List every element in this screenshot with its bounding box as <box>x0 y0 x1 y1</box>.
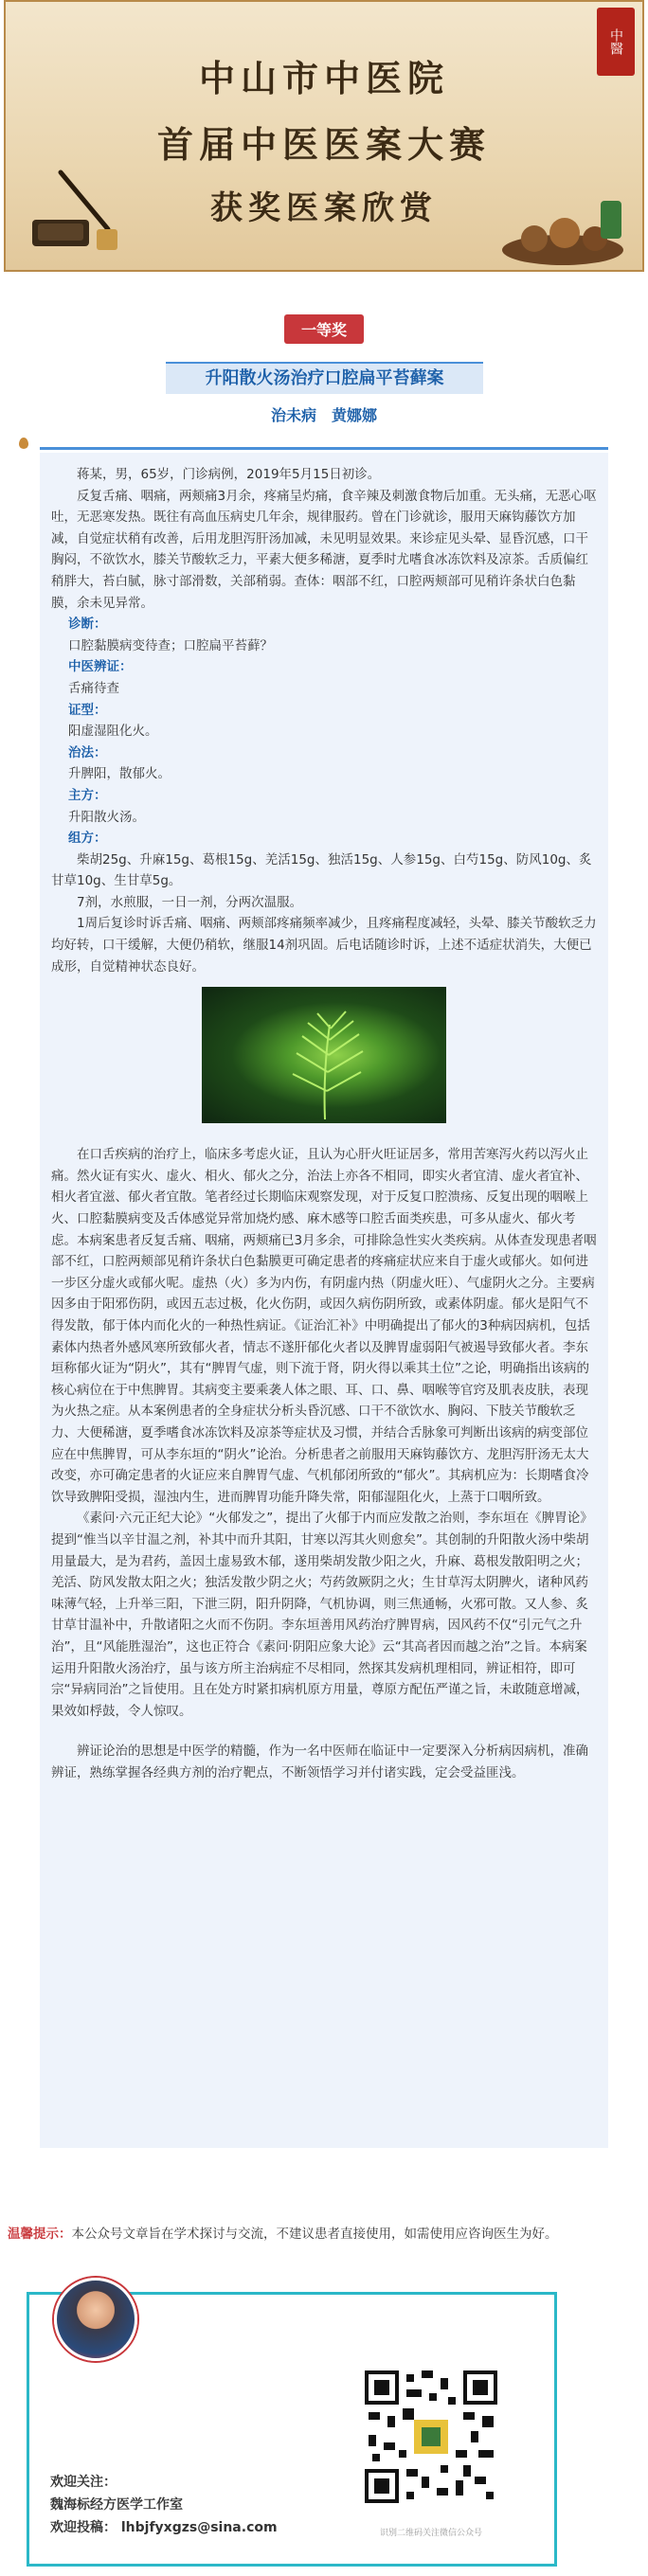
section-diagnosis-value: 口腔黏膜病变待查；口腔扁平苔藓？ <box>68 637 273 653</box>
section-diagnosis-label: 诊断： <box>68 617 107 633</box>
follow-label: 欢迎关注： <box>50 2475 117 2490</box>
case-content <box>40 453 608 2148</box>
discussion-paragraph-1: 在口舌疾病的治疗上，临床多考虑火证，且认为心肝火旺证居多，常用苦寒泻火药以泻火止痛。然火证有实火、虚火、相火、郁火之分，治法上亦各不相同，即实火者宜清、虚火者宜补、相火者宜滋、郁火者宜散。笔者经过长期临床观察发现，对于反复口腔溃疡、反复出现的咽喉上火、口腔黏膜病变及舌体感觉异常加烧灼感、麻木感等口腔舌面类疾患，可多从虚火、郁火考虑。本病案患者反复舌痛、咽痛，两颊痛已3月多余，可排除急性实火类疾病。从体查发现患者咽部不红，口腔两颊部见稍许条状白色黏膜更可确定患者的疼痛症状应来自于虚火或郁火。如何进一步区分虚火或郁火呢。虚热（火）多为内伤，有阴虚内热（阴虚火旺）、气虚阴火之分。主要病因多由于阳邪伤阴，或因五志过极，化火伤阴，或因久病伤阴所致，或素体阴虚。郁火是阳气不得发散，郁于体内而化火的一种热性病证。《证治汇补》中明确提出了郁火的3种病因病机，包括素体内热者外感风寒所致郁火者，情志不遂肝郁化火者以及脾胃虚弱阳气被遏导致郁火者。李东垣称郁火证为“阴火”，其有“脾胃气虚，则下流于肾，阴火得以乘其土位”之论，明确指出该病的核心病位在于中焦脾胃。其病变主要乘袭人体之眼、耳、口、鼻、咽喉等官窍及肌表皮肤，表现为火热之症。从本案例患者的全身症状分析头昏沉感、口干不欲饮水、胸闷、下肢关节酸软乏力、大便稀溏，夏季嗜食冰冻饮料及凉茶等症状及习惯，并结合舌脉象可判断出该病的病变部位应在中焦脾胃，可从李东垣的“阴火”论治。分析患者之前服用天麻钩藤饮方、龙胆泻肝汤无太大改变，亦可确定患者的火证应来自脾胃气虚、气机郁闭所致的“郁火”。其病机应为：长期嗜食冷饮导致脾阳受损，湿浊内生，进而脾胃功能升降失常，阳郁湿阻化火，上蒸于口咽所致。 <box>51 1147 597 1505</box>
herbs-illustration <box>496 191 629 267</box>
award-badge-wrap <box>0 314 648 344</box>
section-composition-label: 组方： <box>68 831 107 847</box>
section-pattern-label: 证型： <box>68 702 107 718</box>
herb-photo <box>202 987 446 1123</box>
award-badge: 一等奖 <box>284 314 364 344</box>
formula-herbs: 柴胡25g、升麻15g、葛根15g、羌活15g、独活15g、人参15g、白芍15g、防风10g、炙甘草10g、生甘草5g。 <box>51 851 592 889</box>
banner-title-subtitle: 获奖医案欣赏 <box>210 189 438 227</box>
pen-inkstone-illustration <box>23 163 127 258</box>
bullet-dot-icon <box>19 438 28 449</box>
section-pattern-value: 阳虚湿阻化火。 <box>68 724 158 740</box>
submit-email[interactable]: lhbjfyxgzs@sina.com <box>120 2520 278 2535</box>
studio-name: 魏海标经方医学工作室 <box>50 2497 183 2513</box>
patient-info: 蒋某，男，65岁，门诊病例，2019年5月15日初诊。 <box>77 467 381 482</box>
follow-up: 1周后复诊时诉舌痛、咽痛、两颊部疼痛频率减少，且疼痛程度减轻，头晕、膝关节酸软乏力均好转，口干缓解，大便仍稍软，继服14剂巩固。后电话随诊时诉，上述不适症状消失，大便已成形，自觉精神状态良好。 <box>51 916 597 975</box>
section-tcm-value: 舌痛待查 <box>68 680 119 696</box>
header-banner <box>4 0 644 272</box>
banner-title-contest: 首届中医医案大赛 <box>156 123 491 166</box>
section-main-formula-value: 升阳散火汤。 <box>68 809 145 825</box>
disclaimer-text: 本公众号文章旨在学术探讨与交流，不建议患者直接使用，如需使用应咨询医生为好。 <box>71 2227 558 2242</box>
submit-label: 欢迎投稿： <box>50 2520 117 2535</box>
seal-stamp: 中醫 <box>597 8 635 76</box>
contact-info <box>50 2471 278 2539</box>
discussion-paragraph-2: 《素问·六元正纪大论》“火郁发之”，提出了火郁于内而应发散之治则，李东垣在《脾胃论》提到“惟当以辛甘温之剂，补其中而升其阳，甘寒以泻其火则愈矣”。其创制的升阳散火汤中柴胡用量最大，是为君药，盖因土虚易致木郁，遂用柴胡发散少阳之火，升麻、葛根发散阳明之火；羌活、防风发散太阳之火；独活发散少阴之火；芍药敛厥阴之火；生甘草泻太阴脾火，诸种风药味薄气轻，上升举三阳，下泄三阴，阳升阴降，气机协调，则三焦通畅，火邪可散。又人参、炙甘草甘温补中，升散诸阳之火而不伤阴。李东垣善用风药治疗脾胃病，因风药不仅“引元气之升治”，且“风能胜湿治”，这也正符合《素问·阴阳应象大论》云“其高者因而越之治”之旨。本病案运用升阳散火汤治疗，虽与该方所主治病症不尽相同，然探其发病机理相同，辨证相符，即可宗“异病同治”之旨使用。且在处方时紧扣病机原方用量，尊原方配伍严谨之旨，未敢随意增减，果效如桴鼓，令人惊叹。 <box>51 1511 593 1719</box>
section-main-formula-label: 主方： <box>68 787 107 803</box>
disclaimer <box>8 2223 642 2245</box>
disclaimer-label: 温馨提示： <box>8 2227 72 2242</box>
qr-caption: 识别二维码关注微信公众号 <box>380 2529 483 2538</box>
discussion-conclusion: 辨证论治的思想是中医学的精髓，作为一名中医师在临证中一定要深入分析病因病机，准确辨证，熟练掌握各经典方剂的治疗靶点，不断领悟学习并付诸实践，定会受益匪浅。 <box>51 1744 588 1780</box>
formula-dosage: 7剂，水煎服，一日一剂，分两次温服。 <box>77 894 303 910</box>
section-method-value: 升脾阳，散郁火。 <box>68 766 171 782</box>
fern-leaf-illustration <box>202 987 446 1123</box>
section-method-label: 治法： <box>68 744 107 760</box>
case-title: 升阳散火汤治疗口腔扁平苔藓案 <box>166 362 483 394</box>
contact-card <box>27 2292 557 2567</box>
case-authors: 治未病 黄娜娜 <box>270 406 377 424</box>
author-avatar <box>54 2278 137 2361</box>
banner-title-hospital: 中山市中医院 <box>198 57 449 99</box>
title-divider <box>40 447 608 450</box>
section-tcm-label: 中医辨证： <box>68 659 133 675</box>
chief-complaint: 反复舌痛、咽痛，两颊痛3月余，疼痛呈灼痛，食辛辣及刺激食物后加重。无头痛，无恶心呕吐，无恶寒发热。既往有高血压病史几年余，规律服药。曾在门诊就诊，服用天麻钩藤饮方加减，自觉症状稍有改善，后用龙胆泻肝汤加减，未见明显效果。来诊症见头晕、显昏沉感，口干胸闷，不欲饮水，膝关节酸软乏力，平素大便多稀溏，夏季时尤嗜食冰冻饮料及凉茶。舌质偏红稍胖大，苔白腻，脉寸部滑数，关部稍弱。查体：咽部不红，口腔两颊部可见稍许条状白色黏膜，余未见异常。 <box>51 488 597 611</box>
qr-code-icon[interactable] <box>361 2350 501 2524</box>
